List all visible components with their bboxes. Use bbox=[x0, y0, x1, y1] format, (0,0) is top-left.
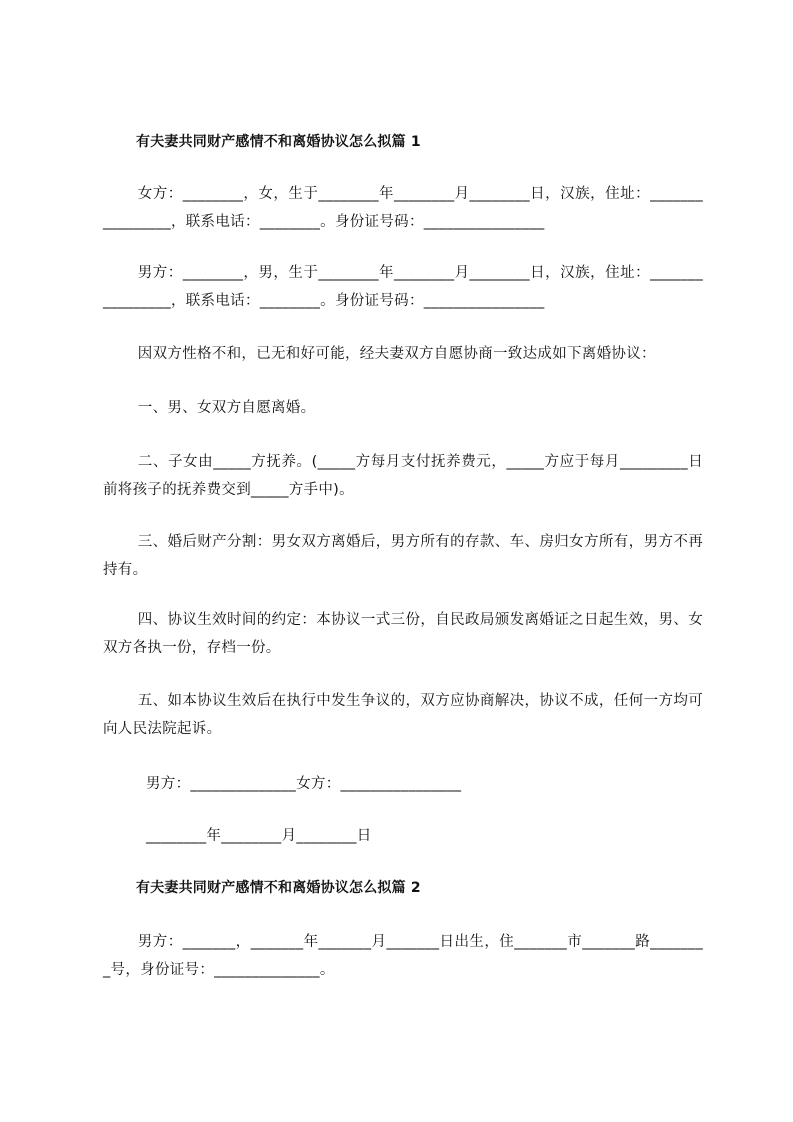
clause-5-paragraph: 五、如本协议生效后在执行中发生争议的，双方应协商解决，协议不成，任何一方均可向人民法院起诉。 bbox=[103, 693, 703, 737]
clause-3-paragraph: 三、婚后财产分割：男女双方离婚后，男方所有的存款、车、房归女方所有，男方不再持有。 bbox=[103, 534, 703, 578]
clause-1-paragraph: 一、男、女双方自愿离婚。 bbox=[137, 400, 316, 416]
clause-2-paragraph: 二、子女由_____方抚养。(_____方每月支付抚养费元，_____方应于每月_________日前将孩子的抚养费交到_____方手中)。 bbox=[103, 454, 703, 498]
signature-line: 男方：______________女方：________________ bbox=[146, 776, 462, 792]
section-2-title: 有夫妻共同财产感情不和离婚协议怎么拟篇 2 bbox=[136, 880, 421, 896]
section-2-male-party-paragraph: 男方：_______，_______年_______月_______日出生，住_______市_______路________号，身份证号：______________。 bbox=[103, 934, 703, 978]
preamble-paragraph: 因双方性格不和，已无和好可能，经夫妻双方自愿协商一致达成如下离婚协议： bbox=[137, 346, 656, 362]
clause-4-paragraph: 四、协议生效时间的约定：本协议一式三份，自民政局颁发离婚证之日起生效，男、女双方各执一份，存档一份。 bbox=[103, 612, 703, 656]
date-line: ________年________月________日 bbox=[146, 828, 372, 844]
male-party-paragraph: 男方：________，男，生于________年________月________日，汉族，住址：________________，联系电话：________。身份证号码：________________ bbox=[103, 265, 703, 309]
female-party-paragraph: 女方：________，女，生于________年________月________日，汉族，住址：________________，联系电话：________。身份证号码：________________ bbox=[103, 186, 703, 230]
section-1-title: 有夫妻共同财产感情不和离婚协议怎么拟篇 1 bbox=[136, 134, 421, 150]
